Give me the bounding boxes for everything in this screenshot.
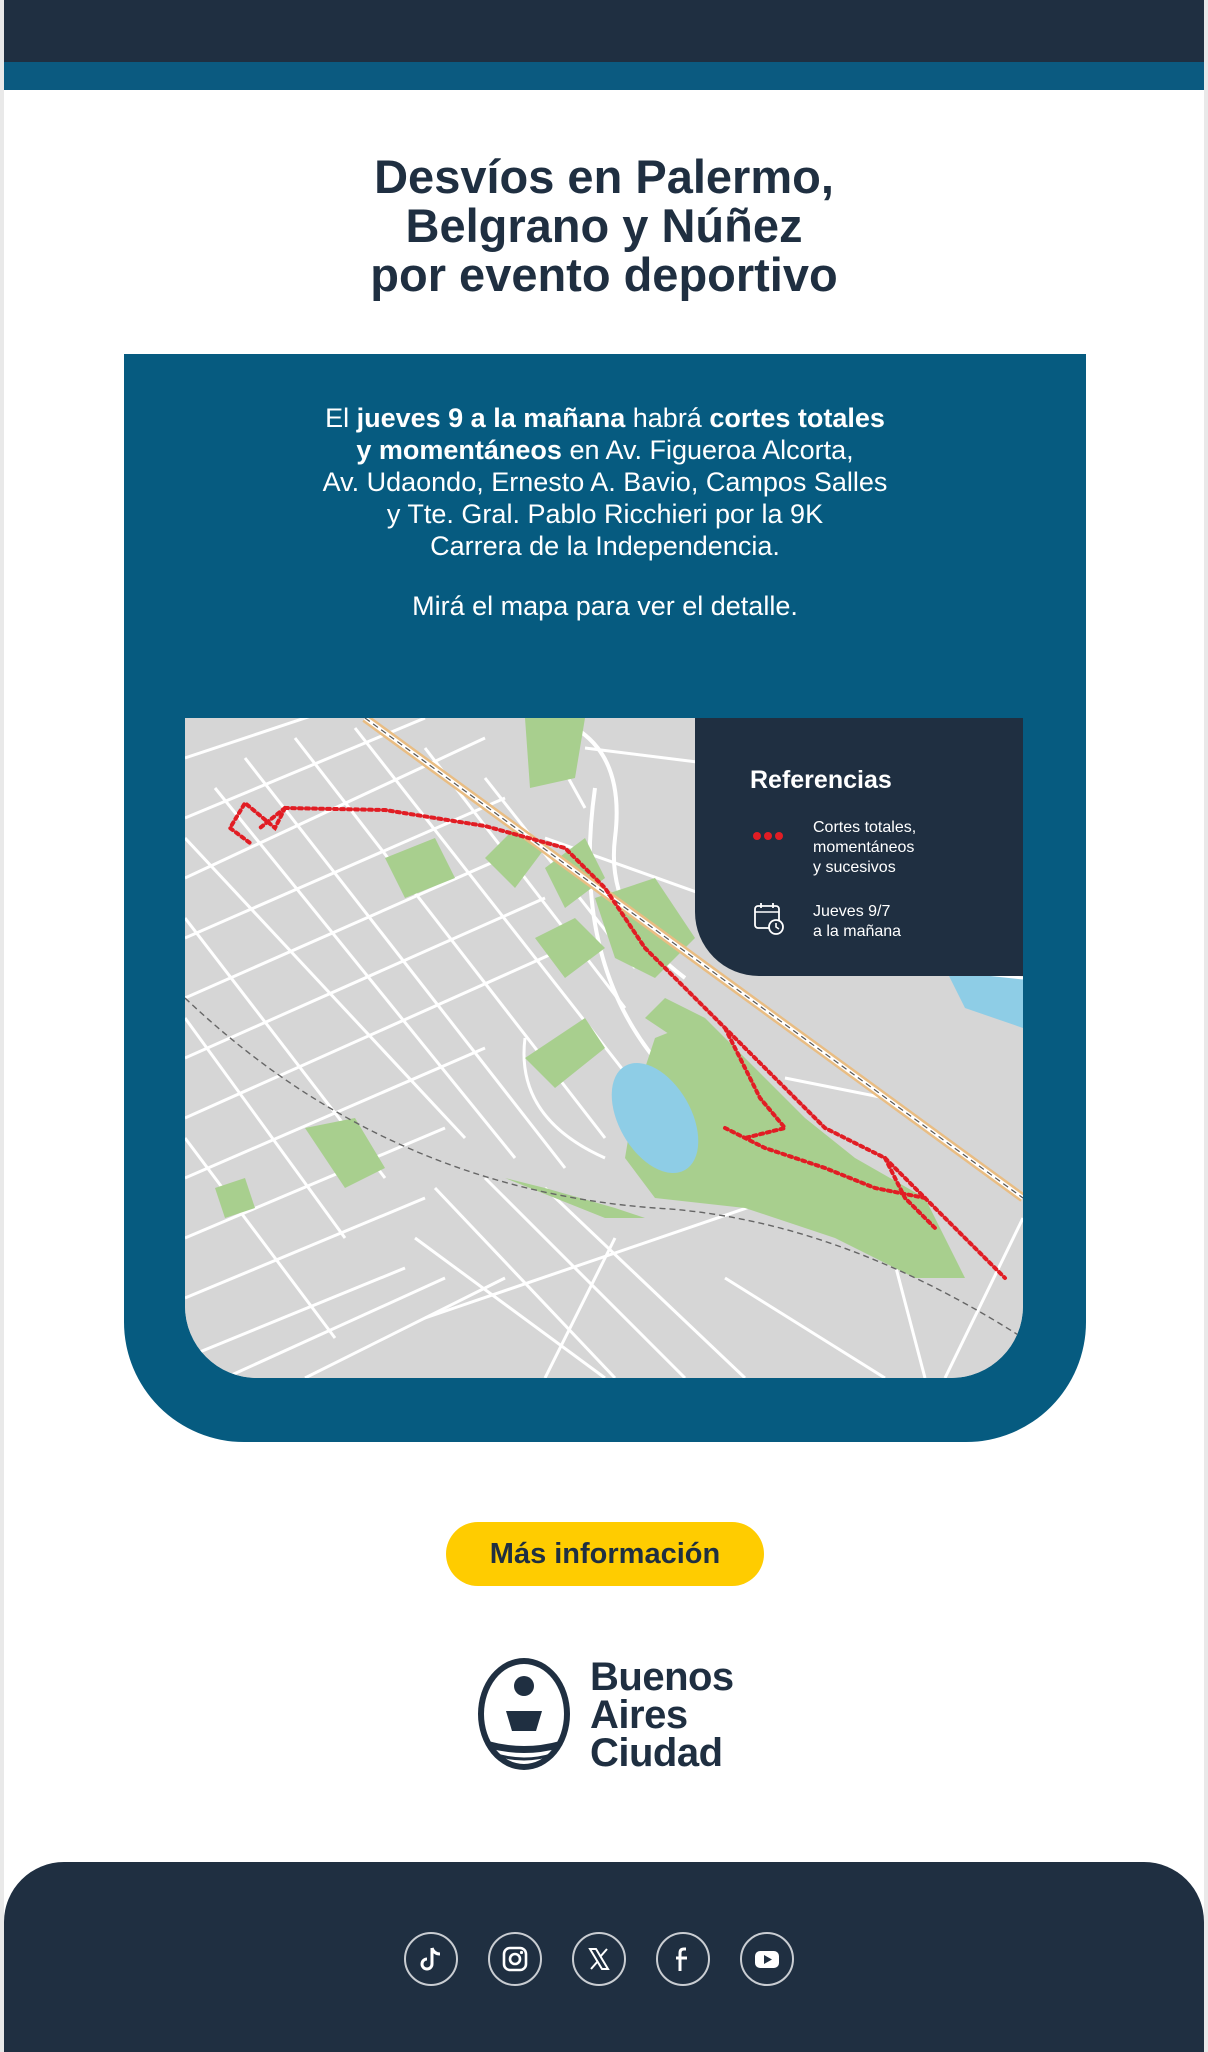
intro-text: El [325,403,357,433]
intro-text: en Av. Figueroa Alcorta, [561,435,854,465]
intro-text: y Tte. Gral. Pablo Ricchieri por la 9K [386,499,824,529]
facebook-icon[interactable] [656,1932,710,1986]
logo-line: Ciudad [590,1731,723,1775]
top-bar [4,0,1204,62]
legend-text: y sucesivos [813,859,896,876]
legend-text: Jueves 9/7 [813,903,891,920]
intro-text: habrá [625,403,710,433]
intro-bold-cuts: cortes totales [709,403,885,433]
legend-text: momentáneos [813,839,915,856]
youtube-icon[interactable] [740,1932,794,1986]
intro-text: Carrera de la Independencia. [430,531,780,561]
email-page [4,0,1204,2052]
legend-text: Cortes totales, [813,819,917,836]
map-legend [695,718,1023,976]
intro-bold-cuts-2: y momentáneos [356,435,562,465]
logo-line: Buenos [590,1655,734,1699]
legend-item-cuts [813,818,916,878]
tiktok-icon[interactable] [404,1932,458,1986]
calendar-clock-icon [753,902,785,936]
logo-wordmark [590,1655,734,1775]
x-icon[interactable] [572,1932,626,1986]
legend-title: Referencias [750,766,892,794]
info-card [124,354,1086,1442]
red-dots-icon [753,827,786,845]
city-seal-icon [476,1656,572,1772]
title-line: Belgrano y Núñez [405,199,803,252]
accent-bar [4,62,1204,90]
legend-text: a la mañana [813,923,902,940]
instagram-icon[interactable] [488,1932,542,1986]
intro-text: Av. Udaondo, Ernesto A. Bavio, Campos Salles [322,467,888,497]
intro-bold-date: jueves 9 a la mañana [356,403,626,433]
title-line: por evento deportivo [370,248,838,301]
route-map [185,718,1023,1378]
map-hint-text: Mirá el mapa para ver el detalle. [412,591,798,621]
intro-paragraph [244,402,966,562]
legend-item-date [813,902,901,942]
buenos-aires-logo[interactable] [476,1656,748,1774]
title-line: Desvíos en Palermo, [374,150,834,203]
page-title [4,152,1204,299]
more-info-button[interactable]: Más información [446,1522,764,1586]
footer [4,1862,1204,2052]
logo-line: Aires [590,1693,688,1737]
